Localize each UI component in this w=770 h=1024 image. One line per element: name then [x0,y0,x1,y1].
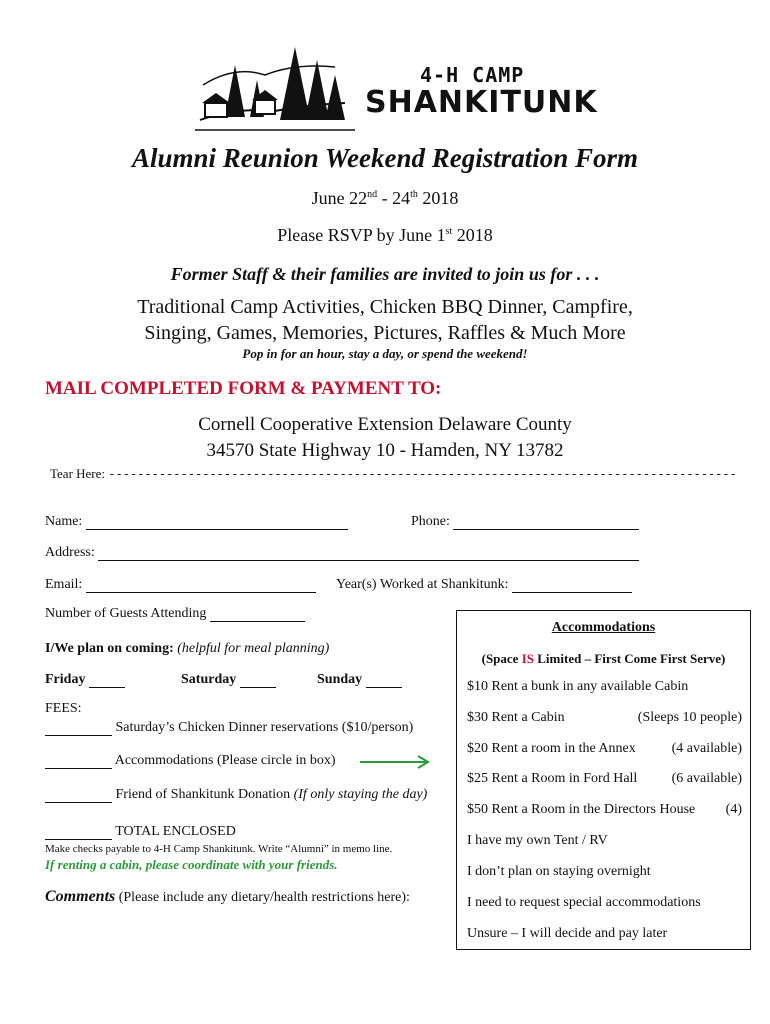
email-field[interactable] [45,577,316,593]
accom-option-bunk[interactable]: $10 Rent a bunk in any available Cabin [467,679,689,694]
accom-option-tent-rv[interactable]: I have my own Tent / RV [467,833,608,848]
years-label: Year(s) Worked at Shankitunk: [336,577,509,592]
tear-line [50,466,737,482]
fee-accom-row[interactable] [45,753,336,769]
logo-line-camp: 4-H CAMP [420,63,525,87]
phone-line[interactable] [453,515,639,530]
tear-dashes: --------------------------------------------------------------------------------------- [108,467,737,481]
years-field[interactable] [336,577,632,593]
camp-logo [195,45,598,135]
invite-text: Former Staff & their families are invited to join us for . . . [170,264,600,284]
form-title: Alumni Reunion Weekend Registration Form [131,143,639,173]
saturday-label: Saturday [181,672,237,687]
name-line[interactable] [86,515,348,530]
fee-accom-line[interactable] [45,754,112,769]
address-field[interactable] [45,545,639,561]
fee-total-label: TOTAL ENCLOSED [115,824,236,839]
guests-field[interactable] [45,606,305,622]
fee-donation-label: Friend of Shankitunk Donation [115,787,291,802]
popin-note: Pop in for an hour, stay a day, or spend the weekend! [242,346,528,361]
years-line[interactable] [512,578,632,593]
accom-option-directors-house[interactable]: $50 Rent a Room in the Directors House (4) [467,802,742,817]
fee-donation-row[interactable] [45,787,427,803]
tear-label: Tear Here: [50,466,106,481]
fee-dinner-label: Saturday’s Chicken Dinner reservations ($10/person) [115,720,414,735]
friday-line[interactable] [89,673,125,688]
accommodations-heading: Accommodations [551,620,656,635]
rsvp-deadline: Please RSVP by June 1st 2018 [277,225,493,245]
mail-address: 34570 State Highway 10 - Hamden, NY 13782 [206,440,564,461]
accom-option-annex[interactable]: $20 Rent a room in the Annex (4 available) [467,741,742,756]
fee-accom-label: Accommodations (Please circle in box) [114,753,336,768]
sunday-line[interactable] [366,673,402,688]
email-line[interactable] [86,578,316,593]
accom-option-cabin[interactable]: $30 Rent a Cabin (Sleeps 10 people) [467,710,742,725]
saturday-field[interactable] [181,672,276,688]
activities-line-2: Singing, Games, Memories, Pictures, Raffles & Much More [144,322,626,344]
friday-label: Friday [45,672,86,687]
accom-option-unsure[interactable]: Unsure – I will decide and pay later [467,926,668,941]
comments-row [45,888,410,906]
checks-note: Make checks payable to 4-H Camp Shankitunk. Write “Alumni” in memo line. [45,843,393,855]
phone-field[interactable] [411,514,639,530]
phone-label: Phone: [411,514,450,529]
logo-line-shankitunk: SHANKITUNK [365,85,598,120]
cabin-note: If renting a cabin, please coordinate with your friends. [45,857,338,872]
plan-row [45,641,329,657]
sunday-label: Sunday [317,672,363,687]
event-dates: June 22nd - 24th 2018 [311,188,459,208]
fee-dinner-row[interactable] [45,720,413,736]
sunday-field[interactable] [317,672,402,688]
mail-heading: MAIL COMPLETED FORM & PAYMENT TO: [45,378,442,399]
comments-note: (Please include any dietary/health restrictions here): [118,890,410,905]
address-label: Address: [45,545,95,560]
fee-donation-note: (If only staying the day) [293,787,428,802]
fee-donation-line[interactable] [45,788,112,803]
fee-total-line[interactable] [45,825,112,840]
email-label: Email: [45,577,83,592]
accom-option-ford-hall[interactable]: $25 Rent a Room in Ford Hall (6 available) [467,771,742,786]
name-field[interactable] [45,514,348,530]
comments-label: Comments [45,888,116,905]
guests-label: Number of Guests Attending [45,606,207,621]
fee-total-row[interactable] [45,824,236,840]
accom-option-special[interactable]: I need to request special accommodations [467,895,701,910]
address-line[interactable] [98,546,639,561]
plan-label: I/We plan on coming: [45,641,174,656]
activities-line-1: Traditional Camp Activities, Chicken BBQ Dinner, Campfire, [137,296,633,318]
arrow-right-icon [360,755,432,769]
mail-organization: Cornell Cooperative Extension Delaware County [198,414,572,435]
accommodations-subheading: (Space IS Limited – First Come First Serve) [481,651,726,666]
name-label: Name: [45,514,83,529]
guests-line[interactable] [210,607,305,622]
saturday-line[interactable] [240,673,276,688]
fees-label: FEES: [45,701,82,716]
fee-dinner-line[interactable] [45,721,112,736]
accom-option-no-overnight[interactable]: I don’t plan on staying overnight [467,864,651,879]
plan-note: (helpful for meal planning) [177,641,330,656]
accommodations-box [456,610,751,950]
friday-field[interactable] [45,672,125,688]
